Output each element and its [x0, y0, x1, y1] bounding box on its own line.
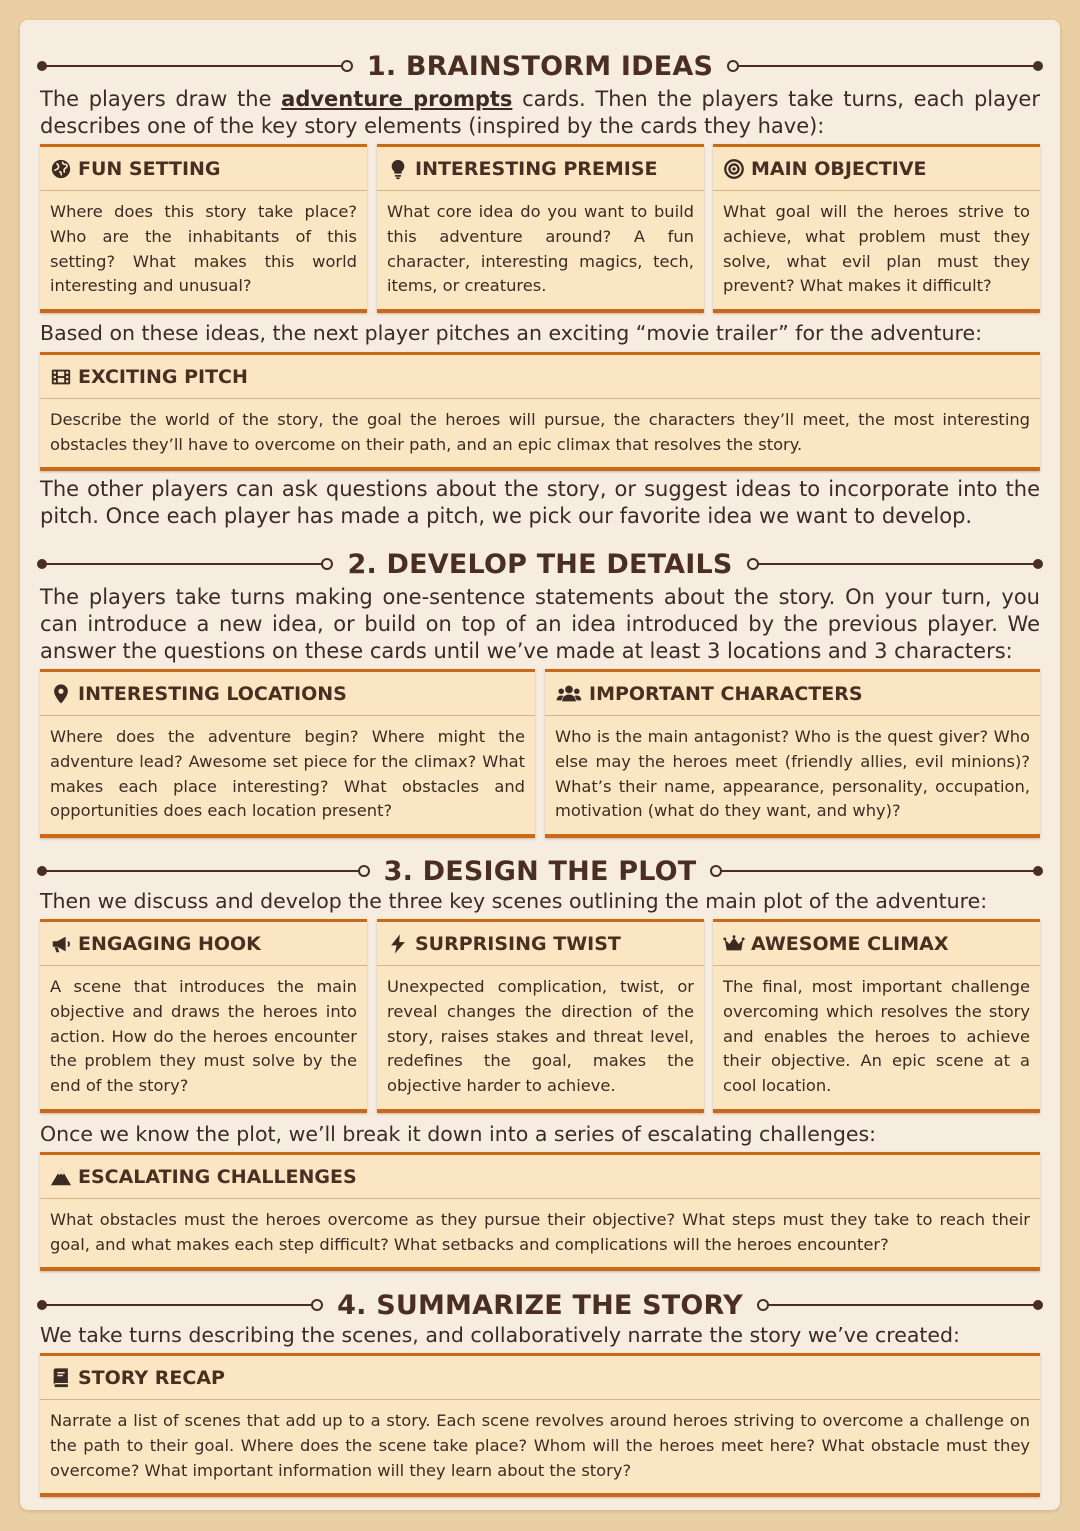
heading-rule-right	[753, 563, 1040, 565]
card-interesting-premise	[377, 144, 704, 313]
map-pin-icon	[50, 683, 72, 705]
card-text: Narrate a list of scenes that add up to a story. Each scene revolves around heroes striving to overcome a challenge on the path to their goal. Where does the scene take place? Whom will the heroes meet here? What obstacle must they overcome? What important information will they learn about the story?	[50, 1411, 1030, 1480]
card-text: The final, most important challenge overcoming which resolves the story and enables the heroes to achieve their objective. An epic scene at a cool location.	[723, 977, 1030, 1096]
rules-page	[20, 20, 1060, 1510]
users-icon	[555, 683, 583, 705]
card-header: STORY RECAP	[40, 1356, 1040, 1400]
card-text: Who is the main antagonist? Who is the quest giver? Who else may the heroes meet (friendly allies, evil minions)? What’s their name, appearance, personality, occupation, motivation (what do they want, and why)?	[555, 727, 1030, 821]
card-exciting-pitch	[40, 352, 1040, 471]
card-engaging-hook	[40, 919, 367, 1113]
card-header: EXCITING PITCH	[40, 355, 1040, 399]
heading-rule-right	[716, 870, 1040, 872]
card-header: IMPORTANT CHARACTERS	[545, 672, 1040, 716]
section-intro: Then we discuss and develop the three key scenes outlining the main plot of the adventure:	[40, 889, 988, 913]
section-heading-develop	[40, 547, 1040, 581]
section-heading-plot	[40, 854, 1040, 888]
card-text: What core idea do you want to build this adventure around? A fun character, interesting magics, tech, items, or creatures.	[387, 202, 694, 296]
adventure-prompts-link[interactable]: adventure prompts	[281, 87, 513, 111]
card-text: Where does this story take place? Who are the inhabitants of this setting? What makes this world interesting and unusual?	[50, 202, 357, 296]
heading-rule-right	[733, 65, 1040, 67]
card-header: INTERESTING LOCATIONS	[40, 672, 535, 716]
section-heading-brainstorm	[40, 49, 1040, 83]
card-awesome-climax	[713, 919, 1040, 1113]
heading-rule-right	[763, 1304, 1040, 1306]
card-important-characters	[545, 669, 1040, 838]
section-title: 4. SUMMARIZE THE STORY	[337, 1289, 743, 1321]
card-header: MAIN OBJECTIVE	[713, 147, 1040, 191]
lightning-icon	[387, 933, 409, 955]
card-surprising-twist	[377, 919, 704, 1113]
card-escalating-challenges	[40, 1152, 1040, 1271]
card-header: INTERESTING PREMISE	[377, 147, 704, 191]
globe-icon	[50, 158, 72, 180]
card-interesting-locations	[40, 669, 535, 838]
challenges-intro: Once we know the plot, we’ll break it down into a series of escalating challenges:	[40, 1122, 877, 1146]
card-text: Where does the adventure begin? Where might the adventure lead? Awesome set piece for the climax? What makes each place interesting? What obstacles and opportunities does each location present?	[50, 727, 525, 821]
heading-rule-left	[40, 563, 327, 565]
heading-rule-left	[40, 65, 347, 67]
heading-rule-left	[40, 1304, 317, 1306]
heading-rule-left	[40, 870, 364, 872]
card-header: AWESOME CLIMAX	[713, 922, 1040, 966]
card-text: What goal will the heroes strive to achieve, what problem must they solve, what evil plan must they prevent? What makes it difficult?	[723, 202, 1030, 296]
card-main-objective	[713, 144, 1040, 313]
target-icon	[723, 158, 745, 180]
section-intro: We take turns describing the scenes, and collaboratively narrate the story we’ve created:	[40, 1323, 960, 1347]
card-header: ENGAGING HOOK	[40, 922, 367, 966]
card-text: Unexpected complication, twist, or reveal changes the direction of the story, raises stakes and threat level, redefines the goal, makes the objective harder to achieve.	[387, 977, 694, 1096]
lightbulb-icon	[387, 158, 409, 180]
section-intro: The players take turns making one-sentence statements about the story. On your turn, you can introduce a new idea, or build on top of an idea introduced by the previous player. We answer the questions on these cards until we’ve made at least 3 locations and 3 characters:	[40, 585, 1040, 663]
section-title: 2. DEVELOP THE DETAILS	[347, 548, 733, 580]
section-title: 3. DESIGN THE PLOT	[383, 855, 697, 887]
card-header: FUN SETTING	[40, 147, 367, 191]
crown-icon	[723, 933, 745, 955]
card-text: A scene that introduces the main objective and draws the heroes into action. How do the heroes encounter the problem they must solve by the end of the story?	[50, 977, 357, 1096]
card-story-recap	[40, 1353, 1040, 1497]
mountain-icon	[50, 1166, 72, 1188]
film-icon	[50, 366, 72, 388]
card-text: What obstacles must the heroes overcome as they pursue their objective? What steps must they take to reach their goal, and what makes each step difficult? What setbacks and complications will the heroes encounter?	[50, 1210, 1030, 1254]
card-header: ESCALATING CHALLENGES	[40, 1155, 1040, 1199]
card-header: SURPRISING TWIST	[377, 922, 704, 966]
megaphone-icon	[50, 933, 72, 955]
card-text: Describe the world of the story, the goal the heroes will pursue, the characters they’ll meet, the most interesting obstacles they’ll have to overcome on their path, and an epic climax that resolves the story.	[50, 410, 1030, 454]
pitch-intro: Based on these ideas, the next player pitches an exciting “movie trailer” for the adventure:	[40, 321, 982, 345]
card-fun-setting	[40, 144, 367, 313]
pitch-outro: The other players can ask questions about the story, or suggest ideas to incorporate into the pitch. Once each player has made a pitch, we pick our favorite idea we want to develop.	[40, 477, 1040, 528]
book-icon	[50, 1367, 72, 1389]
section-heading-summarize	[40, 1288, 1040, 1322]
section-intro: The players draw the adventure prompts cards. Then the players take turns, each player describes one of the key story elements (inspired by the cards they have):	[40, 87, 1040, 138]
section-title: 1. BRAINSTORM IDEAS	[366, 50, 714, 82]
